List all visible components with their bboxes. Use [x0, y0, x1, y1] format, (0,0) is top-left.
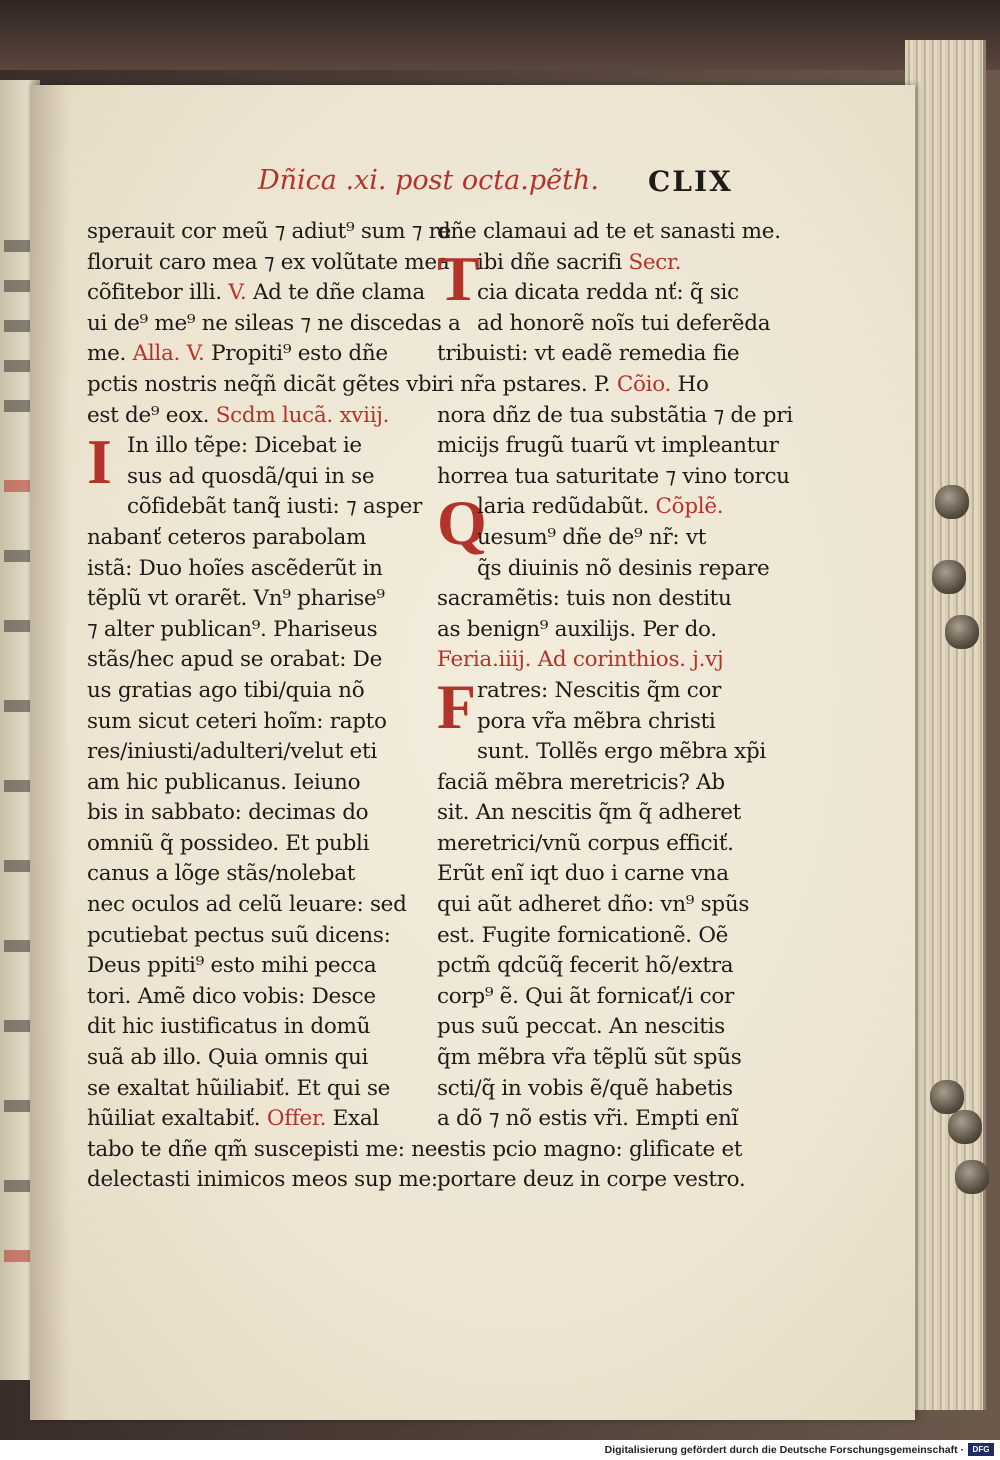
- text-span: Propiti⁹ esto dñe: [211, 341, 388, 367]
- drop-capital: F: [437, 670, 477, 742]
- text-line: corp⁹ ẽ. Qui ãt fornicať/i cor: [437, 983, 734, 1009]
- text-line: [87, 401, 439, 432]
- text-line: istã: Duo hoĩes ascẽderũt in: [87, 555, 383, 581]
- text-line: cia dicata redda nť: q̃ sic: [477, 280, 739, 306]
- rubric: Offer.: [266, 1106, 327, 1132]
- text-line: ui de⁹ me⁹ ne sileas ⁊ ne discedas a: [87, 310, 461, 336]
- clasp-icon: [932, 560, 966, 594]
- text-span: Ho: [677, 371, 709, 397]
- text-line: In illo tẽpe: Dicebat ie: [127, 433, 362, 459]
- text-line: [437, 370, 789, 401]
- text-span: ibi dñe sacrifi: [477, 249, 622, 275]
- text-line: stãs/hec apud se orabat: De: [87, 647, 383, 673]
- text-line: suã ab illo. Quia omnis qui: [87, 1045, 369, 1071]
- text-line: floruit caro mea ⁊ ex volũtate mea: [87, 249, 450, 275]
- dfg-logo: DFG: [968, 1443, 994, 1456]
- text-span: laria redũdabũt.: [477, 494, 649, 520]
- clasp-icon: [948, 1110, 982, 1144]
- text-line: nec oculos ad celũ leuare: sed: [87, 892, 407, 918]
- book-page: [30, 85, 915, 1420]
- clasp-icon: [930, 1080, 964, 1114]
- postcommunion-block: [437, 487, 789, 559]
- text-line: sus ad quosdã/qui in se: [127, 463, 375, 489]
- text-line: tẽplũ vt orarẽt. Vn⁹ pharise⁹: [87, 586, 385, 612]
- drop-capital: I: [87, 426, 112, 498]
- text-line: dit hic iustificatus in domũ: [87, 1014, 371, 1040]
- text-line: [87, 278, 439, 309]
- text-line: res/iniusti/adulteri/velut eti: [87, 739, 377, 765]
- text-line: canus a lõge stãs/nolebat: [87, 861, 356, 887]
- text-line: se exaltat hũiliabiť. Et qui se: [87, 1075, 391, 1101]
- text-line: sperauit cor meũ ⁊ adiut⁹ sum ⁊ re: [87, 219, 452, 244]
- rubric: Alla.: [132, 341, 181, 367]
- text-line: sacramẽtis: tuis non destitu: [437, 586, 732, 612]
- rubric: V.: [228, 280, 247, 306]
- text-line: sunt. Tollẽs ergo mẽbra xp̃i: [477, 739, 767, 765]
- right-column: [437, 217, 793, 1196]
- text-line: pctis nostris neq̃ñ dicãt gẽtes vbi: [87, 371, 438, 397]
- text-line: nabanť ceteros parabolam: [87, 524, 367, 550]
- text-span: me.: [87, 341, 127, 367]
- text-line: bis in sabbato: decimas do: [87, 800, 369, 826]
- clasp-icon: [935, 485, 969, 519]
- text-line: am hic publicanus. Ieiuno: [87, 769, 361, 795]
- text-line: a dõ ⁊ nõ estis vr̃i. Empti enĩ: [437, 1106, 739, 1132]
- text-line: qui aũt adheret dño: vn⁹ spũs: [437, 892, 750, 918]
- funding-credit: Digitalisierung gefördert durch die Deutsche Forschungsgemeinschaft ·: [604, 1444, 964, 1456]
- text-line: [87, 1104, 439, 1135]
- text-line: pcutiebat pectus suũ dicens:: [87, 922, 391, 948]
- text-line: [437, 248, 789, 279]
- text-line: [437, 492, 789, 523]
- clasp-icon: [955, 1160, 989, 1194]
- text-line: faciã mẽbra meretricis? Ab: [437, 769, 725, 795]
- text-line: tribuisti: vt eadẽ remedia fie: [437, 341, 740, 367]
- text-line: q̃m mẽbra vr̃a tẽplũ sũt spũs: [437, 1045, 742, 1071]
- text-line: pus suũ peccat. An nescitis: [437, 1014, 725, 1040]
- text-line: Deus ppiti⁹ esto mihi pecca: [87, 953, 377, 979]
- text-span: cõfitebor illi.: [87, 280, 222, 306]
- text-line: pctm̃ qdcũq̃ fecerit hõ/extra: [437, 953, 734, 979]
- footer-bar: [0, 1440, 1000, 1460]
- text-line: dñe clamaui ad te et sanasti me.: [437, 219, 781, 244]
- left-column: [87, 217, 461, 1196]
- epistle-block: [437, 670, 789, 742]
- text-line: [87, 339, 439, 370]
- folio-number: CLIX: [648, 165, 733, 198]
- clasp-icon: [945, 615, 979, 649]
- text-line: est. Fugite fornicationẽ. Oẽ: [437, 922, 729, 948]
- rubric: Cõplẽ.: [655, 494, 724, 520]
- text-line: estis pcio magno: glificate et: [437, 1136, 743, 1162]
- text-line: ratres: Nescitis q̃m cor: [477, 677, 722, 703]
- text-line: ad honorẽ noĩs tui deferẽda: [477, 310, 771, 336]
- gospel-block: [87, 426, 439, 498]
- drop-capital: T: [437, 242, 480, 314]
- text-line: q̃s diuinis nõ desinis repare: [477, 555, 770, 581]
- text-span: est de⁹ eox.: [87, 402, 210, 428]
- text-line: Erũt enĩ iqt duo i carne vna: [437, 861, 729, 887]
- text-span: hũiliat exaltabiť.: [87, 1106, 261, 1132]
- drop-capital: Q: [437, 487, 487, 559]
- text-line: tabo te dñe qm̃ suscepisti me: nec: [87, 1136, 449, 1162]
- text-span: Exal: [332, 1106, 379, 1132]
- text-line: scti/q̃ in vobis ẽ/quẽ habetis: [437, 1075, 733, 1101]
- rubric: V.: [186, 341, 205, 367]
- secret-block: [437, 242, 789, 314]
- text-line: as benign⁹ auxilijs. Per do.: [437, 616, 717, 642]
- feria-heading: Feria.iiij. Ad corinthios. j.vj: [437, 647, 724, 673]
- text-line: pora vr̃a mẽbra christi: [477, 708, 716, 734]
- text-span: Ad te dñe clama: [252, 280, 425, 306]
- rubric: Secr.: [628, 249, 682, 275]
- text-line: omniũ q̃ possideo. Et publi: [87, 830, 370, 856]
- text-line: sum sicut ceteri hoĩm: rapto: [87, 708, 387, 734]
- book-cover-top: [0, 0, 1000, 70]
- text-line: uesum⁹ dñe de⁹ nr̃: vt: [477, 524, 707, 550]
- rubric: Cõio.: [616, 371, 671, 397]
- text-line: us gratias ago tibi/quia nõ: [87, 677, 365, 703]
- running-title: Dñica .xi. post octa.pẽth.: [258, 165, 599, 196]
- text-line: delectasti inimicos meos sup me:: [87, 1167, 438, 1193]
- rubric: Scdm lucã. xviij.: [215, 402, 390, 428]
- page-edge-stack: [905, 40, 986, 1410]
- text-span: ri nr̃a pstares. P.: [437, 371, 611, 397]
- text-line: tori. Amẽ dico vobis: Desce: [87, 983, 376, 1009]
- text-line: portare deuz in corpe vestro.: [437, 1167, 746, 1193]
- text-line: horrea tua saturitate ⁊ vino torcu: [437, 463, 790, 489]
- text-line: micijs frugũ tuarũ vt impleantur: [437, 433, 779, 459]
- text-line: ⁊ alter publican⁹. Phariseus: [87, 616, 378, 642]
- text-line: cõfidebãt tanq̃ iusti: ⁊ asper: [127, 494, 423, 520]
- text-line: meretrici/vnũ corpus efficiť.: [437, 830, 734, 856]
- text-line: nora dñz de tua substãtia ⁊ de pri: [437, 402, 793, 428]
- text-line: sit. An nescitis q̃m q̃ adheret: [437, 800, 742, 826]
